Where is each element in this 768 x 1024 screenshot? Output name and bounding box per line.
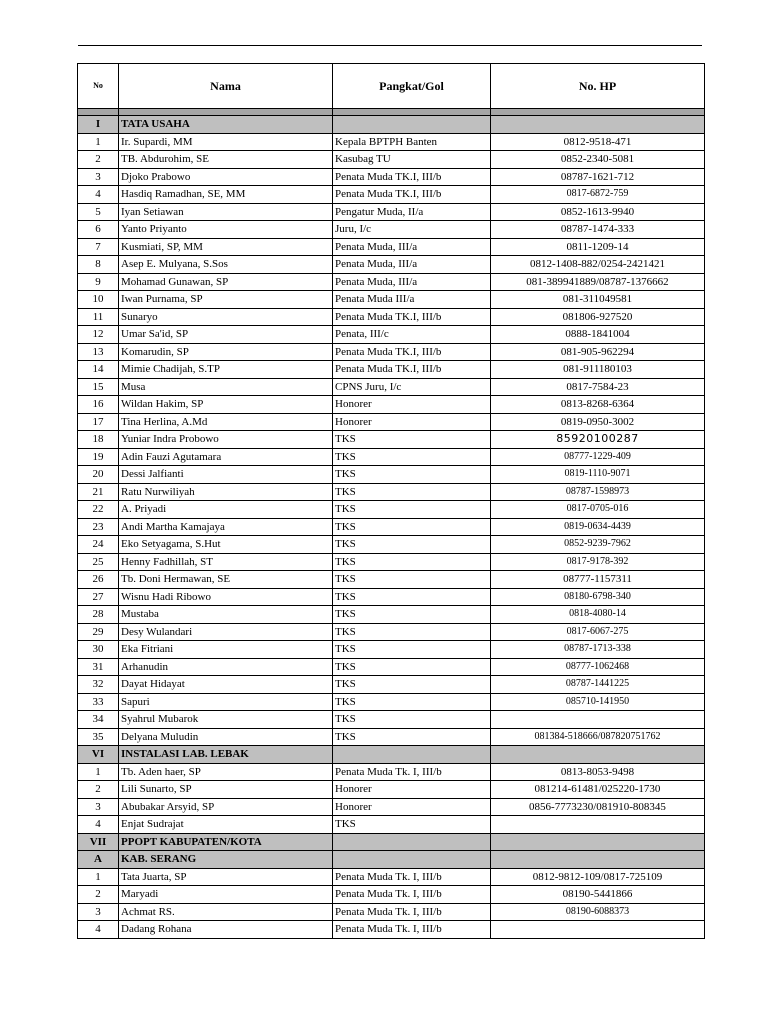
header-spacer-row — [78, 109, 705, 116]
section-title: INSTALASI LAB. LEBAK — [119, 746, 333, 764]
row-number: 27 — [78, 588, 119, 606]
row-phone: 08777-1157311 — [491, 571, 705, 589]
row-pangkat: TKS — [333, 466, 491, 484]
table-row — [78, 606, 705, 624]
row-number: 21 — [78, 483, 119, 501]
row-number: 2 — [78, 781, 119, 799]
row-pangkat: Penata Muda, III/a — [333, 273, 491, 291]
section-blank — [491, 746, 705, 764]
row-pangkat: Penata Muda Tk. I, III/b — [333, 886, 491, 904]
row-phone: 0852-9239-7962 — [491, 536, 705, 554]
section-number: VII — [78, 833, 119, 851]
row-nama: TB. Abdurohim, SE — [119, 151, 333, 169]
table-row — [78, 921, 705, 939]
row-nama: Dayat Hidayat — [119, 676, 333, 694]
row-number: 1 — [78, 133, 119, 151]
row-nama: Dadang Rohana — [119, 921, 333, 939]
row-phone: 08787-1441225 — [491, 676, 705, 694]
row-number: 4 — [78, 816, 119, 834]
row-number: 28 — [78, 606, 119, 624]
row-number: 3 — [78, 903, 119, 921]
row-nama: Yuniar Indra Probowo — [119, 431, 333, 449]
row-pangkat: Penata Muda TK.I, III/b — [333, 361, 491, 379]
row-phone: 0817-9178-392 — [491, 553, 705, 571]
row-phone: 08777-1062468 — [491, 658, 705, 676]
row-number: 35 — [78, 728, 119, 746]
row-phone: 0818-4080-14 — [491, 606, 705, 624]
table-row — [78, 308, 705, 326]
row-phone: 08787-1713-338 — [491, 641, 705, 659]
row-number: 2 — [78, 886, 119, 904]
row-number: 1 — [78, 763, 119, 781]
row-phone: 0817-6872-759 — [491, 186, 705, 204]
table-row — [78, 221, 705, 239]
row-number: 3 — [78, 798, 119, 816]
row-pangkat: Penata Muda Tk. I, III/b — [333, 868, 491, 886]
row-number: 18 — [78, 431, 119, 449]
row-nama: Musa — [119, 378, 333, 396]
row-nama: Syahrul Mubarok — [119, 711, 333, 729]
row-number: 16 — [78, 396, 119, 414]
section-blank — [491, 851, 705, 869]
table-row — [78, 816, 705, 834]
row-pangkat: TKS — [333, 571, 491, 589]
table-row — [78, 536, 705, 554]
row-number: 14 — [78, 361, 119, 379]
row-nama: Sapuri — [119, 693, 333, 711]
row-pangkat: Penata Muda Tk. I, III/b — [333, 921, 491, 939]
row-pangkat: Honorer — [333, 413, 491, 431]
row-number: 9 — [78, 273, 119, 291]
row-nama: Tata Juarta, SP — [119, 868, 333, 886]
row-pangkat: TKS — [333, 518, 491, 536]
row-nama: Arhanudin — [119, 658, 333, 676]
table-row — [78, 763, 705, 781]
row-number: 10 — [78, 291, 119, 309]
row-nama: Mustaba — [119, 606, 333, 624]
table-row — [78, 868, 705, 886]
row-phone: 0819-0634-4439 — [491, 518, 705, 536]
section-number: VI — [78, 746, 119, 764]
table-row — [78, 798, 705, 816]
row-nama: Hasdiq Ramadhan, SE, MM — [119, 186, 333, 204]
row-phone: 0888-1841004 — [491, 326, 705, 344]
roster-body — [78, 116, 705, 939]
table-row — [78, 378, 705, 396]
row-pangkat: CPNS Juru, I/c — [333, 378, 491, 396]
table-row — [78, 728, 705, 746]
row-pangkat: TKS — [333, 711, 491, 729]
table-row — [78, 676, 705, 694]
row-phone: 0819-0950-3002 — [491, 413, 705, 431]
row-phone: 85920100287 — [491, 431, 705, 449]
header-pangkat: Pangkat/Gol — [333, 64, 491, 109]
row-phone: 0852-2340-5081 — [491, 151, 705, 169]
row-number: 7 — [78, 238, 119, 256]
table-row — [78, 361, 705, 379]
row-number: 6 — [78, 221, 119, 239]
row-nama: Ir. Supardi, MM — [119, 133, 333, 151]
row-phone: 0817-0705-016 — [491, 501, 705, 519]
row-number: 31 — [78, 658, 119, 676]
row-pangkat: TKS — [333, 483, 491, 501]
header-row — [78, 64, 705, 109]
row-number: 5 — [78, 203, 119, 221]
section-blank — [333, 851, 491, 869]
table-row — [78, 396, 705, 414]
table-row — [78, 903, 705, 921]
header-nama: Nama — [119, 64, 333, 109]
row-pangkat: TKS — [333, 606, 491, 624]
row-pangkat: Penata Muda III/a — [333, 291, 491, 309]
row-nama: Iyan Setiawan — [119, 203, 333, 221]
section-blank — [333, 833, 491, 851]
row-pangkat: Kasubag TU — [333, 151, 491, 169]
section-blank — [491, 116, 705, 134]
table-row — [78, 151, 705, 169]
row-number: 11 — [78, 308, 119, 326]
row-nama: Henny Fadhillah, ST — [119, 553, 333, 571]
table-row — [78, 186, 705, 204]
row-number: 29 — [78, 623, 119, 641]
row-phone: 081-911180103 — [491, 361, 705, 379]
row-nama: Asep E. Mulyana, S.Sos — [119, 256, 333, 274]
row-nama: Wildan Hakim, SP — [119, 396, 333, 414]
table-row — [78, 343, 705, 361]
row-phone: 0813-8053-9498 — [491, 763, 705, 781]
row-phone: 08190-6088373 — [491, 903, 705, 921]
top-rule — [78, 45, 702, 46]
table-row — [78, 518, 705, 536]
row-pangkat: TKS — [333, 588, 491, 606]
row-nama: A. Priyadi — [119, 501, 333, 519]
row-nama: Tina Herlina, A.Md — [119, 413, 333, 431]
row-pangkat: Penata Muda TK.I, III/b — [333, 343, 491, 361]
row-pangkat: Honorer — [333, 798, 491, 816]
row-phone: 08787-1474-333 — [491, 221, 705, 239]
row-number: 2 — [78, 151, 119, 169]
row-nama: Andi Martha Kamajaya — [119, 518, 333, 536]
row-number: 15 — [78, 378, 119, 396]
table-row — [78, 256, 705, 274]
header-hp: No. HP — [491, 64, 705, 109]
table-row — [78, 483, 705, 501]
row-pangkat: Juru, I/c — [333, 221, 491, 239]
row-phone: 08180-6798-340 — [491, 588, 705, 606]
row-nama: Ratu Nurwiliyah — [119, 483, 333, 501]
row-nama: Wisnu Hadi Ribowo — [119, 588, 333, 606]
row-nama: Mimie Chadijah, S.TP — [119, 361, 333, 379]
row-number: 33 — [78, 693, 119, 711]
row-pangkat: TKS — [333, 676, 491, 694]
table-row — [78, 658, 705, 676]
staff-roster-table — [77, 63, 705, 939]
row-nama: Mohamad Gunawan, SP — [119, 273, 333, 291]
row-phone: 08190-5441866 — [491, 886, 705, 904]
row-pangkat: Penata Muda Tk. I, III/b — [333, 763, 491, 781]
row-number: 1 — [78, 868, 119, 886]
row-nama: Adin Fauzi Agutamara — [119, 448, 333, 466]
row-nama: Komarudin, SP — [119, 343, 333, 361]
row-pangkat: TKS — [333, 693, 491, 711]
row-nama: Abubakar Arsyid, SP — [119, 798, 333, 816]
row-pangkat: Penata Muda, III/a — [333, 256, 491, 274]
row-pangkat: TKS — [333, 553, 491, 571]
row-phone: 08787-1598973 — [491, 483, 705, 501]
row-nama: Kusmiati, SP, MM — [119, 238, 333, 256]
row-phone: 081384-518666/087820751762 — [491, 728, 705, 746]
row-phone: 081806-927520 — [491, 308, 705, 326]
row-phone: 0813-8268-6364 — [491, 396, 705, 414]
table-row — [78, 693, 705, 711]
row-pangkat: TKS — [333, 431, 491, 449]
row-pangkat: Pengatur Muda, II/a — [333, 203, 491, 221]
table-row — [78, 466, 705, 484]
section-title: PPOPT KABUPATEN/KOTA — [119, 833, 333, 851]
row-pangkat: TKS — [333, 623, 491, 641]
table-row — [78, 413, 705, 431]
section-title: KAB. SERANG — [119, 851, 333, 869]
row-pangkat: TKS — [333, 448, 491, 466]
section-number: I — [78, 116, 119, 134]
row-number: 34 — [78, 711, 119, 729]
row-nama: Iwan Purnama, SP — [119, 291, 333, 309]
row-phone: 0856-7773230/081910-808345 — [491, 798, 705, 816]
row-number: 32 — [78, 676, 119, 694]
row-phone: 0817-6067-275 — [491, 623, 705, 641]
table-row — [78, 623, 705, 641]
row-number: 13 — [78, 343, 119, 361]
row-phone: 085710-141950 — [491, 693, 705, 711]
row-pangkat: Penata Muda TK.I, III/b — [333, 186, 491, 204]
section-number: A — [78, 851, 119, 869]
row-pangkat: TKS — [333, 641, 491, 659]
row-number: 30 — [78, 641, 119, 659]
header-no: No — [78, 64, 119, 109]
row-pangkat: TKS — [333, 658, 491, 676]
row-pangkat: Penata Muda TK.I, III/b — [333, 168, 491, 186]
row-phone: 081214-61481/025220-1730 — [491, 781, 705, 799]
row-number: 26 — [78, 571, 119, 589]
row-pangkat: Penata Muda, III/a — [333, 238, 491, 256]
row-phone: 0819-1110-9071 — [491, 466, 705, 484]
row-nama: Tb. Aden haer, SP — [119, 763, 333, 781]
row-pangkat: TKS — [333, 728, 491, 746]
row-nama: Dessi Jalfianti — [119, 466, 333, 484]
table-row — [78, 588, 705, 606]
table-row — [78, 553, 705, 571]
row-number: 22 — [78, 501, 119, 519]
row-phone: 0811-1209-14 — [491, 238, 705, 256]
row-pangkat: Kepala BPTPH Banten — [333, 133, 491, 151]
section-title: TATA USAHA — [119, 116, 333, 134]
table-row — [78, 641, 705, 659]
row-nama: Tb. Doni Hermawan, SE — [119, 571, 333, 589]
row-nama: Achmat RS. — [119, 903, 333, 921]
table-row — [78, 886, 705, 904]
row-number: 19 — [78, 448, 119, 466]
row-pangkat: Penata Muda TK.I, III/b — [333, 308, 491, 326]
table-row — [78, 326, 705, 344]
row-number: 8 — [78, 256, 119, 274]
table-row — [78, 571, 705, 589]
section-row — [78, 116, 705, 134]
row-pangkat: TKS — [333, 501, 491, 519]
row-phone: 08777-1229-409 — [491, 448, 705, 466]
row-number: 23 — [78, 518, 119, 536]
row-nama: Lili Sunarto, SP — [119, 781, 333, 799]
row-phone — [491, 921, 705, 939]
row-pangkat: Honorer — [333, 396, 491, 414]
row-nama: Eko Setyagama, S.Hut — [119, 536, 333, 554]
row-nama: Sunaryo — [119, 308, 333, 326]
table-row — [78, 273, 705, 291]
table-row — [78, 448, 705, 466]
row-phone: 081-311049581 — [491, 291, 705, 309]
row-nama: Enjat Sudrajat — [119, 816, 333, 834]
row-pangkat: Penata Muda Tk. I, III/b — [333, 903, 491, 921]
table-row — [78, 291, 705, 309]
row-number: 25 — [78, 553, 119, 571]
section-row — [78, 833, 705, 851]
row-phone: 0812-1408-882/0254-2421421 — [491, 256, 705, 274]
row-nama: Delyana Muludin — [119, 728, 333, 746]
row-nama: Desy Wulandari — [119, 623, 333, 641]
row-pangkat: TKS — [333, 816, 491, 834]
table-row — [78, 133, 705, 151]
table-row — [78, 431, 705, 449]
row-number: 24 — [78, 536, 119, 554]
row-phone: 081-905-962294 — [491, 343, 705, 361]
row-phone: 0852-1613-9940 — [491, 203, 705, 221]
row-nama: Djoko Prabowo — [119, 168, 333, 186]
row-number: 17 — [78, 413, 119, 431]
row-phone: 0817-7584-23 — [491, 378, 705, 396]
row-number: 3 — [78, 168, 119, 186]
section-blank — [333, 116, 491, 134]
section-blank — [491, 833, 705, 851]
section-row — [78, 851, 705, 869]
row-number: 20 — [78, 466, 119, 484]
row-number: 4 — [78, 186, 119, 204]
row-phone — [491, 711, 705, 729]
row-pangkat: Penata, III/c — [333, 326, 491, 344]
table-row — [78, 781, 705, 799]
table-row — [78, 168, 705, 186]
section-blank — [333, 746, 491, 764]
row-nama: Maryadi — [119, 886, 333, 904]
row-nama: Yanto Priyanto — [119, 221, 333, 239]
row-number: 4 — [78, 921, 119, 939]
row-phone: 08787-1621-712 — [491, 168, 705, 186]
row-phone: 0812-9812-109/0817-725109 — [491, 868, 705, 886]
row-phone — [491, 816, 705, 834]
row-nama: Umar Sa'id, SP — [119, 326, 333, 344]
section-row — [78, 746, 705, 764]
table-row — [78, 711, 705, 729]
row-phone: 0812-9518-471 — [491, 133, 705, 151]
table-row — [78, 501, 705, 519]
row-pangkat: TKS — [333, 536, 491, 554]
row-pangkat: Honorer — [333, 781, 491, 799]
table-row — [78, 238, 705, 256]
row-number: 12 — [78, 326, 119, 344]
table-row — [78, 203, 705, 221]
row-phone: 081-389941889/08787-1376662 — [491, 273, 705, 291]
row-nama: Eka Fitriani — [119, 641, 333, 659]
